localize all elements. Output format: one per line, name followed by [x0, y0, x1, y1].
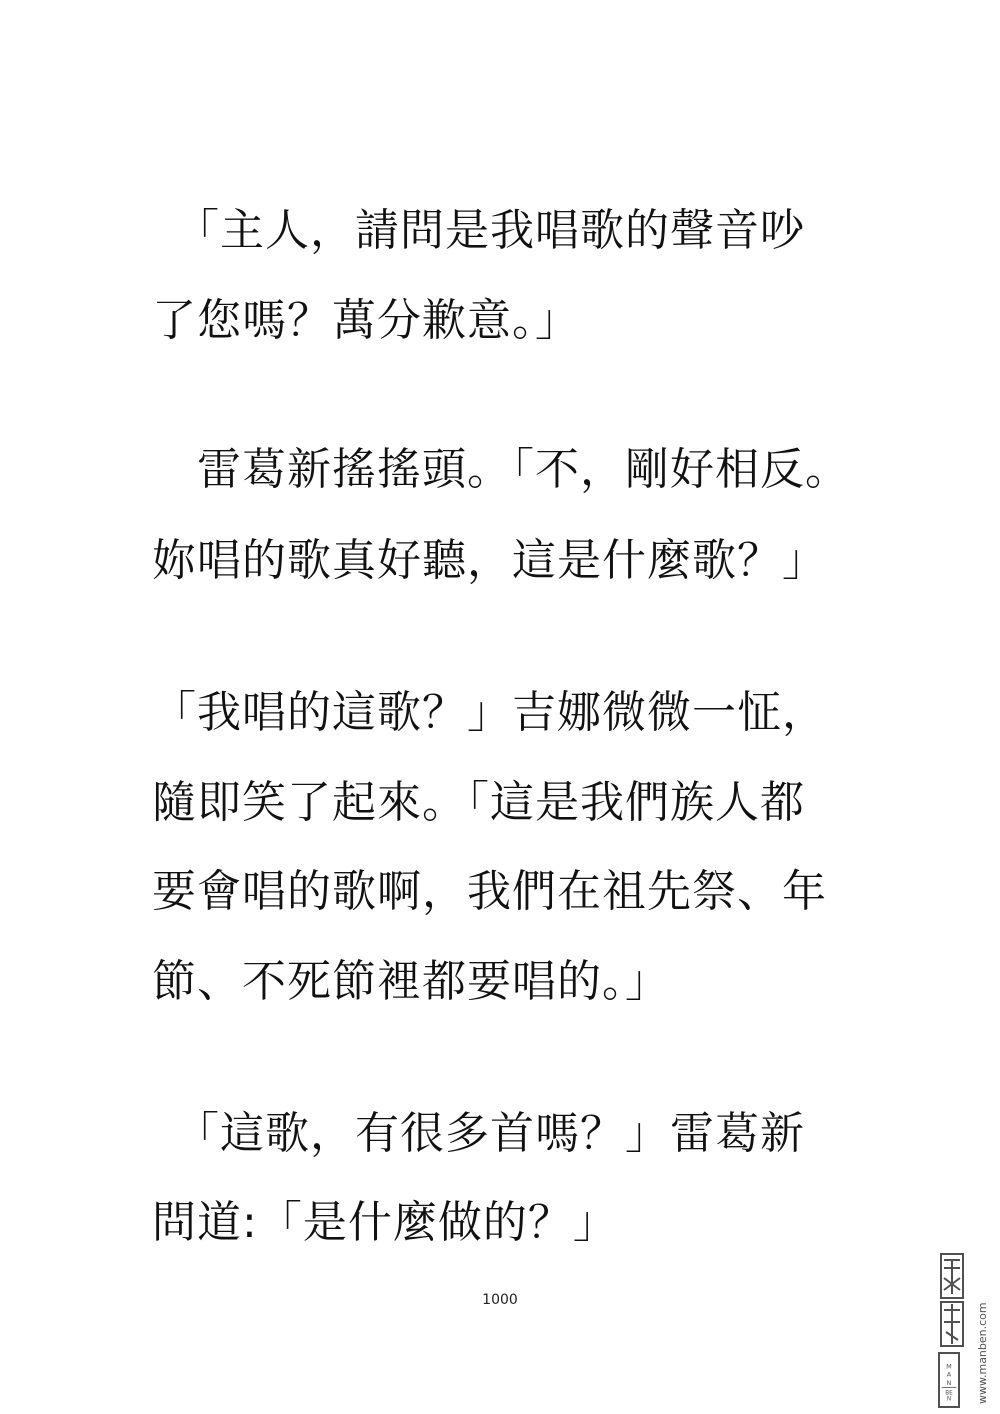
- svg-text:N: N: [946, 1378, 952, 1387]
- svg-text:A: A: [946, 1370, 952, 1379]
- text-line-2: 了您嗎？萬分歉意。」: [152, 295, 580, 346]
- watermark-logo: [938, 1248, 994, 1408]
- watermark-manben-box-icon: [938, 1352, 960, 1408]
- text-line-1: 「主人，請問是我唱歌的聲音吵: [152, 205, 805, 256]
- watermark-url-icon: [970, 1252, 994, 1408]
- text-line-9: 「這歌，有很多首嗎？」雷葛新: [152, 1108, 805, 1159]
- text-line-6: 隨即笑了起來。「這是我們族人都: [152, 777, 805, 828]
- text-line-4: 妳唱的歌真好聽，這是什麼歌？」: [152, 535, 827, 586]
- text-line-5: 「我唱的這歌？」吉娜微微一怔，: [152, 687, 827, 738]
- watermark-kanji-icon: [940, 1252, 964, 1348]
- text-line-10: 問道:「是什麼做的？」: [152, 1197, 618, 1248]
- svg-text:N: N: [946, 1396, 952, 1403]
- text-line-8: 節、不死節裡都要唱的。」: [152, 956, 670, 1007]
- svg-text:www.manben.com: www.manben.com: [976, 1302, 989, 1404]
- text-line-3: 雷葛新搖搖頭。「不，剛好相反。: [152, 444, 850, 495]
- page-number: 1000: [482, 1292, 518, 1308]
- svg-text:M: M: [946, 1362, 952, 1371]
- svg-text:BE: BE: [945, 1390, 953, 1397]
- text-line-7: 要會唱的歌啊，我們在祖先祭、年: [152, 866, 827, 917]
